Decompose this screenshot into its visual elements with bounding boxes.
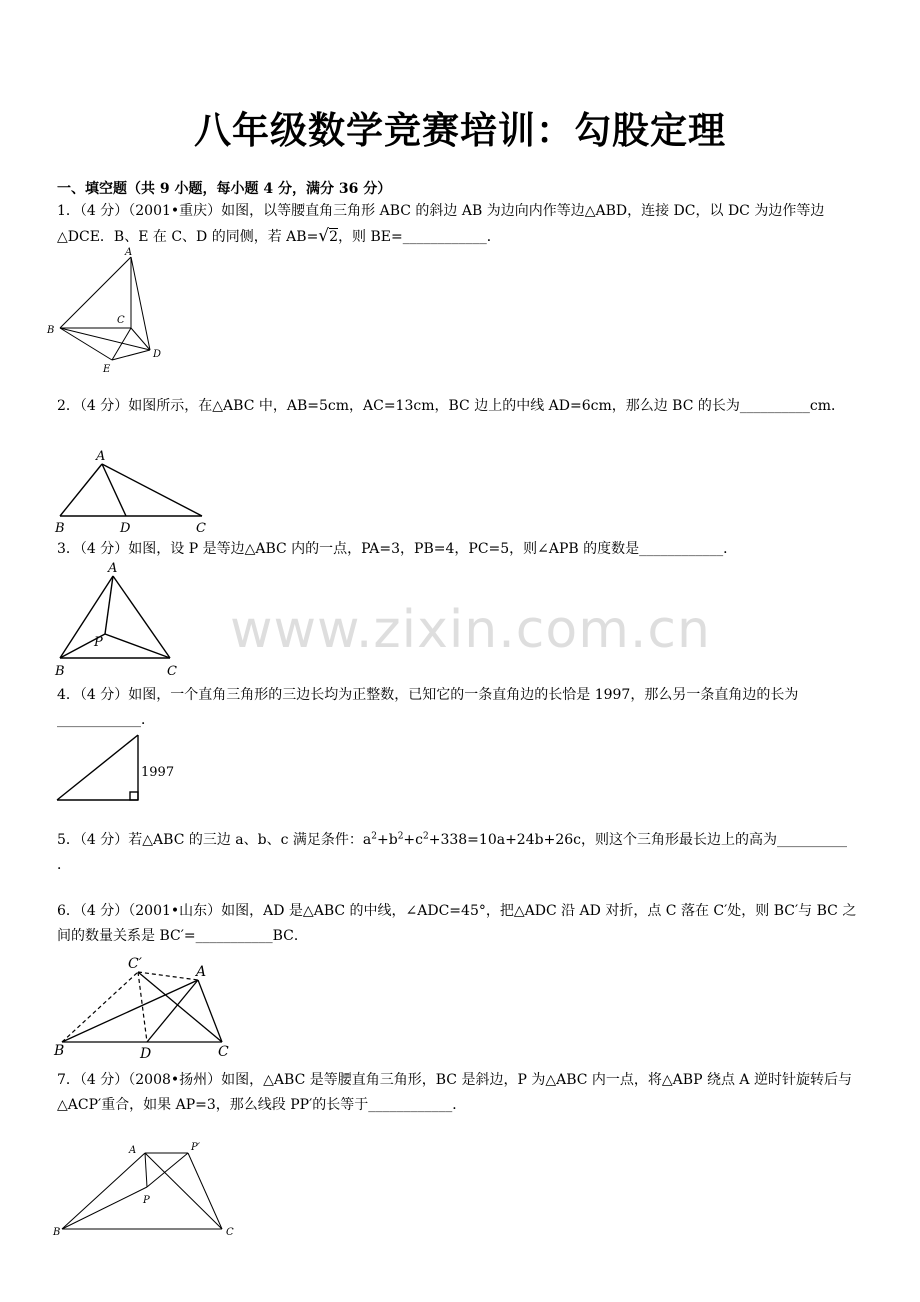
question-end: ． bbox=[486, 229, 501, 245]
label-d: D bbox=[120, 521, 131, 536]
label-a: A bbox=[196, 964, 207, 980]
question-text: 1．（4 分）（2001•重庆）如图，以等腰直角三角形 ABC 的斜边 AB 为边向内作等边△ABD，连接 DC，以 DC 为边作等边△DCE．B、E 在 C、D 的同侧，若 AB= bbox=[57, 203, 825, 245]
label-d: D bbox=[140, 1046, 152, 1062]
superscript: 2 bbox=[371, 831, 377, 842]
question-text: 7．（4 分）（2008•扬州）如图，△ABC 是等腰直角三角形，BC 是斜边，P 为△ABC 内一点，将△ABP 绕点 A 逆时针旋转后与△ACP′重合，如果 AP=3，那么线段 PP′的长等于 bbox=[57, 1072, 852, 1113]
page-title: 八年级数学竞赛培训：勾股定理 bbox=[194, 108, 726, 152]
question-text: 6．（4 分）（2001•山东）如图，AD 是△ABC 的中线，∠ADC=45°，把△ADC 沿 AD 对折，点 C 落在 C′处，则 BC′与 BC 之间的数量关系是 BC′= bbox=[57, 903, 857, 944]
question-end: BC． bbox=[272, 928, 308, 944]
figure-q3 bbox=[50, 558, 190, 680]
question-1 bbox=[57, 199, 863, 250]
label-b: B bbox=[53, 1227, 61, 1238]
label-c-prime: C′ bbox=[128, 956, 142, 972]
question-end: ． bbox=[723, 541, 738, 557]
question-text: ，则 BE= bbox=[338, 229, 403, 245]
question-end: ． bbox=[141, 712, 155, 728]
label-a: A bbox=[96, 449, 106, 464]
label-p-prime: P′ bbox=[191, 1142, 200, 1153]
question-text: +b bbox=[376, 832, 398, 848]
label-c: C bbox=[196, 521, 206, 536]
label-a: A bbox=[125, 247, 133, 258]
question-text: +c bbox=[403, 832, 423, 848]
answer-blank[interactable]: __________ bbox=[776, 832, 847, 848]
question-text: +338=10a+24b+26c，则这个三角形最长边上的高为 bbox=[428, 832, 777, 848]
question-end: cm． bbox=[809, 398, 846, 414]
question-text: 3．（4 分）如图，设 P 是等边△ABC 内的一点，PA=3，PB=4，PC=5，则∠APB 的度数是 bbox=[57, 541, 640, 557]
figure-q7 bbox=[50, 1137, 250, 1247]
figure-q6 bbox=[50, 952, 240, 1062]
question-4 bbox=[57, 683, 863, 733]
label-p: P bbox=[94, 635, 103, 650]
label-b: B bbox=[54, 1043, 65, 1059]
label-e: E bbox=[103, 364, 111, 375]
label-c: C bbox=[218, 1044, 229, 1060]
question-text: 5．（4 分）若△ABC 的三边 a、b、c 满足条件：a bbox=[57, 832, 372, 848]
question-6 bbox=[57, 899, 863, 949]
question-text: 4．（4 分）如图，一个直角三角形的三边长均为正整数，已知它的一条直角边的长恰是 1997，那么另一条直角边的长为 bbox=[57, 687, 799, 703]
question-5 bbox=[57, 828, 863, 878]
answer-blank[interactable]: __________ bbox=[739, 398, 810, 414]
answer-blank[interactable]: ___________ bbox=[195, 928, 273, 944]
question-text: 2．（4 分）如图所示，在△ABC 中，AB=5cm，AC=13cm，BC 边上的中线 AD=6cm，那么边 BC 的长为 bbox=[57, 398, 740, 414]
answer-blank[interactable]: ____________ bbox=[57, 712, 141, 728]
label-a: A bbox=[129, 1145, 137, 1156]
sqrt-sign: √ bbox=[318, 226, 330, 246]
label-p: P bbox=[143, 1195, 150, 1206]
question-2 bbox=[57, 394, 863, 419]
label-c: C bbox=[226, 1227, 234, 1238]
label-c: C bbox=[167, 664, 177, 679]
label-b: B bbox=[55, 521, 65, 536]
figure-q4 bbox=[50, 730, 190, 806]
answer-blank[interactable]: ____________ bbox=[402, 229, 487, 245]
superscript: 2 bbox=[397, 831, 404, 842]
superscript: 2 bbox=[423, 831, 429, 842]
label-c: C bbox=[117, 315, 125, 326]
answer-blank[interactable]: ____________ bbox=[639, 541, 724, 557]
answer-blank[interactable]: ____________ bbox=[368, 1097, 453, 1113]
figure-q1 bbox=[45, 245, 175, 377]
question-7 bbox=[57, 1068, 863, 1118]
label-b: B bbox=[55, 664, 65, 679]
label-a: A bbox=[108, 561, 118, 576]
label-b: B bbox=[47, 325, 55, 336]
watermark: www.zixin.com.cn bbox=[230, 600, 711, 660]
section-heading: 一、填空题（共 9 小题，每小题 4 分，满分 36 分） bbox=[57, 181, 392, 197]
figure-q2 bbox=[50, 444, 220, 536]
label-d: D bbox=[153, 349, 162, 360]
radicand: 2 bbox=[329, 229, 339, 245]
question-end: ． bbox=[57, 857, 71, 873]
side-label: 1997 bbox=[141, 765, 175, 780]
question-end: ． bbox=[452, 1097, 467, 1113]
